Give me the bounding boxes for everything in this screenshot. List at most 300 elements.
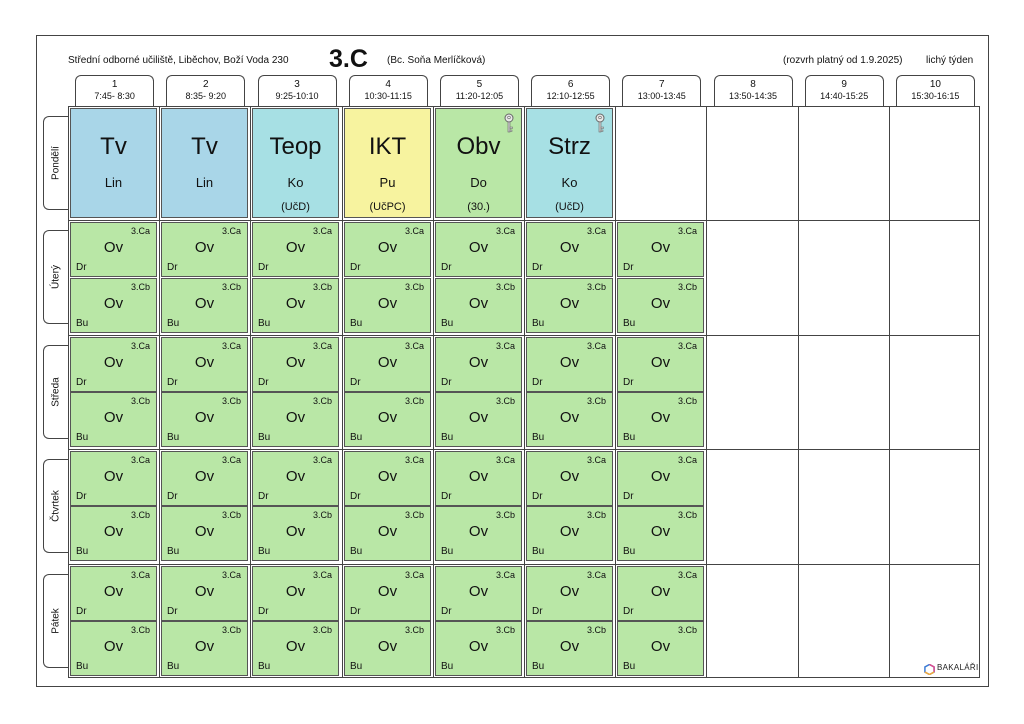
column-divider (889, 106, 890, 678)
lesson-teacher: Bu (76, 318, 89, 329)
lesson-teacher: Dr (623, 262, 634, 273)
period-time: 7:45- 8:30 (94, 91, 135, 101)
group-lesson-cell (435, 337, 522, 392)
lesson-teacher: Dr (623, 491, 634, 502)
lesson-subject: Ov (377, 468, 398, 485)
group-lesson-cell (617, 222, 704, 277)
lesson-group: 3.Cb (495, 510, 515, 520)
lesson-group: 3.Cb (221, 396, 241, 406)
lesson-group: 3.Ca (495, 455, 515, 465)
lesson-cell (526, 108, 613, 218)
lesson-group: 3.Cb (586, 282, 606, 292)
period-time: 13:00-13:45 (637, 91, 686, 101)
lesson-group: 3.Ca (404, 455, 424, 465)
period-tab (258, 75, 337, 106)
group-lesson-cell (252, 337, 339, 392)
lesson-subject: Ov (468, 239, 489, 256)
day-name: Pondělí (50, 146, 62, 180)
lesson-subject: Ov (194, 468, 215, 485)
lesson-group: 3.Cb (677, 282, 697, 292)
group-lesson-cell (252, 392, 339, 447)
group-lesson-cell (526, 278, 613, 333)
period-tab (714, 75, 793, 106)
lesson-group: 3.Cb (404, 625, 424, 635)
lesson-teacher: Bu (167, 318, 180, 329)
group-lesson-cell (526, 621, 613, 676)
lesson-group: 3.Cb (404, 282, 424, 292)
bakalari-logo (924, 662, 994, 676)
lesson-teacher: Ko (287, 175, 304, 190)
lesson-group: 3.Ca (677, 570, 697, 580)
class-teacher: (Bc. Soňa Merlíčková) (387, 55, 486, 66)
lesson-teacher: Pu (379, 175, 396, 190)
lesson-teacher: Dr (76, 606, 87, 617)
period-tab (75, 75, 154, 106)
row-divider (68, 335, 980, 336)
lesson-subject: Ov (285, 583, 306, 600)
lesson-subject: Ov (377, 409, 398, 426)
lesson-subject: Ov (377, 295, 398, 312)
lesson-subject: Ov (650, 638, 671, 655)
period-time: 10:30-11:15 (364, 91, 412, 101)
lesson-subject: Ov (194, 239, 215, 256)
lesson-teacher: Bu (350, 318, 363, 329)
lesson-group: 3.Ca (221, 226, 241, 236)
period-tab (531, 75, 610, 106)
period-number: 3 (294, 79, 300, 90)
lesson-group: 3.Cb (130, 282, 150, 292)
lesson-group: 3.Cb (404, 510, 424, 520)
group-lesson-cell (435, 222, 522, 277)
lesson-subject: Ov (377, 354, 398, 371)
group-lesson-cell (252, 222, 339, 277)
lesson-group: 3.Ca (586, 341, 606, 351)
column-divider (615, 106, 616, 678)
lesson-subject: Ov (650, 239, 671, 256)
key-icon (502, 113, 516, 133)
group-lesson-cell (161, 278, 248, 333)
lesson-subject: Ov (650, 583, 671, 600)
lesson-teacher: Dr (167, 606, 178, 617)
lesson-teacher: Bu (441, 661, 454, 672)
lesson-subject: Ov (194, 638, 215, 655)
lesson-group: 3.Cb (586, 396, 606, 406)
lesson-group: 3.Ca (221, 455, 241, 465)
lesson-group: 3.Ca (221, 570, 241, 580)
lesson-teacher: Lin (104, 175, 123, 190)
lesson-group: 3.Cb (312, 396, 332, 406)
lesson-teacher: Bu (167, 432, 180, 443)
lesson-group: 3.Ca (312, 226, 332, 236)
lesson-subject: Ov (103, 354, 124, 371)
group-lesson-cell (526, 392, 613, 447)
lesson-group: 3.Cb (677, 396, 697, 406)
column-divider (524, 106, 525, 678)
lesson-subject: Ov (194, 354, 215, 371)
column-divider (250, 106, 251, 678)
lesson-group: 3.Cb (586, 625, 606, 635)
day-label (43, 116, 68, 210)
lesson-group: 3.Ca (130, 341, 150, 351)
lesson-teacher: Bu (532, 661, 545, 672)
lesson-group: 3.Ca (221, 341, 241, 351)
lesson-group: 3.Cb (130, 625, 150, 635)
lesson-teacher: Bu (623, 661, 636, 672)
lesson-teacher: Dr (167, 491, 178, 502)
lesson-subject: Teop (269, 133, 322, 160)
lesson-teacher: Dr (258, 262, 269, 273)
lesson-teacher: Dr (532, 606, 543, 617)
lesson-group: 3.Ca (677, 455, 697, 465)
lesson-group: 3.Ca (130, 455, 150, 465)
lesson-subject: Ov (468, 468, 489, 485)
lesson-subject: Ov (377, 638, 398, 655)
lesson-teacher: Dr (532, 262, 543, 273)
group-lesson-cell (526, 506, 613, 561)
group-lesson-cell (252, 621, 339, 676)
valid-from: (rozvrh platný od 1.9.2025) (783, 55, 903, 66)
period-time: 12:10-12:55 (546, 91, 595, 101)
lesson-teacher: Bu (532, 432, 545, 443)
group-lesson-cell (344, 451, 431, 506)
lesson-room: (UčD) (555, 201, 584, 213)
period-tab (622, 75, 701, 106)
lesson-room: (UčPC) (369, 201, 406, 213)
lesson-group: 3.Ca (586, 570, 606, 580)
lesson-teacher: Bu (258, 546, 271, 557)
period-tab (349, 75, 428, 106)
lesson-group: 3.Cb (221, 510, 241, 520)
lesson-group: 3.Cb (495, 625, 515, 635)
lesson-teacher: Dr (350, 606, 361, 617)
period-time: 11:20-12:05 (455, 91, 504, 101)
day-name: Středa (50, 377, 62, 407)
lesson-subject: Ov (468, 583, 489, 600)
row-divider (68, 449, 980, 450)
lesson-subject: Ov (103, 468, 124, 485)
lesson-teacher: Dr (623, 377, 634, 388)
lesson-group: 3.Ca (312, 341, 332, 351)
group-lesson-cell (344, 222, 431, 277)
group-lesson-cell (252, 506, 339, 561)
group-lesson-cell (526, 337, 613, 392)
period-number: 8 (750, 79, 756, 90)
lesson-subject: Ov (285, 295, 306, 312)
lesson-teacher: Ko (561, 175, 578, 190)
lesson-subject: Ov (194, 295, 215, 312)
lesson-teacher: Bu (623, 432, 636, 443)
lesson-teacher: Dr (441, 491, 452, 502)
week-parity: lichý týden (926, 55, 974, 66)
group-lesson-cell (617, 506, 704, 561)
lesson-teacher: Bu (441, 318, 454, 329)
column-divider (433, 106, 434, 678)
group-lesson-cell (435, 278, 522, 333)
group-lesson-cell (252, 278, 339, 333)
day-label (43, 230, 68, 324)
lesson-subject: Obv (456, 133, 501, 160)
group-lesson-cell (70, 506, 157, 561)
group-lesson-cell (344, 621, 431, 676)
lesson-group: 3.Ca (404, 226, 424, 236)
lesson-subject: Ov (559, 239, 580, 256)
lesson-subject: Ov (468, 638, 489, 655)
lesson-subject: Strz (548, 133, 591, 160)
lesson-room: (30.) (467, 201, 490, 213)
lesson-teacher: Dr (532, 377, 543, 388)
school-name: Střední odborné učiliště, Liběchov, Boží Voda 230 (68, 55, 289, 66)
lesson-subject: Ov (650, 409, 671, 426)
group-lesson-cell (161, 222, 248, 277)
lesson-cell (70, 108, 157, 218)
day-label (43, 574, 68, 668)
lesson-teacher: Dr (441, 262, 452, 273)
lesson-teacher: Dr (441, 377, 452, 388)
lesson-group: 3.Cb (495, 396, 515, 406)
period-number: 4 (385, 79, 391, 90)
group-lesson-cell (161, 337, 248, 392)
lesson-subject: Ov (194, 409, 215, 426)
day-label (43, 459, 68, 553)
lesson-group: 3.Ca (495, 226, 515, 236)
lesson-teacher: Bu (167, 546, 180, 557)
period-number: 7 (659, 79, 665, 90)
lesson-group: 3.Cb (312, 282, 332, 292)
period-time: 14:40-15:25 (820, 91, 869, 101)
row-divider (68, 564, 980, 565)
lesson-group: 3.Cb (312, 625, 332, 635)
day-name: Čtvrtek (50, 490, 62, 522)
group-lesson-cell (252, 566, 339, 621)
group-lesson-cell (617, 392, 704, 447)
group-lesson-cell (526, 451, 613, 506)
lesson-subject: Ov (194, 523, 215, 540)
lesson-subject: Ov (285, 523, 306, 540)
lesson-teacher: Bu (532, 318, 545, 329)
group-lesson-cell (161, 392, 248, 447)
period-tab (805, 75, 884, 106)
lesson-teacher: Dr (350, 262, 361, 273)
lesson-group: 3.Cb (586, 510, 606, 520)
lesson-group: 3.Cb (130, 510, 150, 520)
lesson-teacher: Bu (167, 661, 180, 672)
period-number: 9 (841, 79, 847, 90)
lesson-subject: Ov (194, 583, 215, 600)
column-divider (342, 106, 343, 678)
period-tab (440, 75, 519, 106)
lesson-teacher: Dr (76, 262, 87, 273)
lesson-subject: Ov (103, 638, 124, 655)
lesson-subject: Ov (468, 409, 489, 426)
period-number: 6 (567, 79, 574, 90)
lesson-group: 3.Ca (312, 455, 332, 465)
lesson-group: 3.Ca (312, 570, 332, 580)
lesson-teacher: Dr (441, 606, 452, 617)
lesson-subject: Ov (103, 523, 124, 540)
group-lesson-cell (435, 566, 522, 621)
lesson-subject: Ov (650, 468, 671, 485)
period-number: 2 (203, 79, 209, 90)
period-time: 15:30-16:15 (911, 91, 960, 101)
period-tab (896, 75, 975, 106)
lesson-subject: Ov (559, 523, 580, 540)
bakalari-logo-text: BAKALÁŘI (937, 663, 979, 672)
column-divider (159, 106, 160, 678)
lesson-teacher: Dr (350, 491, 361, 502)
group-lesson-cell (70, 566, 157, 621)
lesson-group: 3.Ca (404, 341, 424, 351)
group-lesson-cell (435, 451, 522, 506)
lesson-subject: Ov (285, 409, 306, 426)
group-lesson-cell (435, 621, 522, 676)
period-time: 9:25-10:10 (275, 91, 319, 101)
group-lesson-cell (435, 392, 522, 447)
lesson-cell (344, 108, 431, 218)
lesson-teacher: Bu (350, 432, 363, 443)
lesson-group: 3.Ca (677, 341, 697, 351)
lesson-group: 3.Ca (404, 570, 424, 580)
group-lesson-cell (344, 278, 431, 333)
group-lesson-cell (617, 278, 704, 333)
lesson-teacher: Bu (532, 546, 545, 557)
lesson-teacher: Dr (258, 491, 269, 502)
lesson-teacher: Dr (167, 377, 178, 388)
lesson-subject: Ov (559, 583, 580, 600)
lesson-subject: Tv (191, 133, 218, 160)
lesson-subject: Ov (377, 583, 398, 600)
group-lesson-cell (161, 451, 248, 506)
lesson-cell (252, 108, 339, 218)
lesson-teacher: Bu (350, 661, 363, 672)
lesson-subject: Ov (377, 239, 398, 256)
lesson-group: 3.Cb (221, 625, 241, 635)
lesson-subject: Ov (285, 468, 306, 485)
group-lesson-cell (344, 337, 431, 392)
column-divider (798, 106, 799, 678)
lesson-subject: Ov (468, 523, 489, 540)
lesson-teacher: Dr (258, 377, 269, 388)
lesson-subject: Ov (103, 409, 124, 426)
lesson-subject: Ov (468, 354, 489, 371)
group-lesson-cell (617, 451, 704, 506)
day-name: Úterý (50, 265, 62, 289)
lesson-group: 3.Ca (586, 455, 606, 465)
lesson-teacher: Dr (76, 491, 87, 502)
group-lesson-cell (344, 566, 431, 621)
group-lesson-cell (161, 506, 248, 561)
bakalari-logo-icon (924, 664, 935, 675)
lesson-group: 3.Cb (221, 282, 241, 292)
period-number: 5 (476, 79, 483, 90)
lesson-group: 3.Cb (130, 396, 150, 406)
lesson-subject: Tv (100, 133, 127, 160)
lesson-subject: Ov (559, 638, 580, 655)
lesson-teacher: Bu (76, 546, 89, 557)
day-label (43, 345, 68, 439)
group-lesson-cell (617, 337, 704, 392)
lesson-teacher: Do (470, 175, 487, 190)
lesson-teacher: Dr (258, 606, 269, 617)
lesson-subject: Ov (285, 239, 306, 256)
lesson-group: 3.Cb (677, 625, 697, 635)
lesson-subject: Ov (468, 295, 489, 312)
lesson-subject: Ov (650, 295, 671, 312)
group-lesson-cell (526, 566, 613, 621)
group-lesson-cell (70, 278, 157, 333)
lesson-group: 3.Cb (312, 510, 332, 520)
lesson-subject: Ov (103, 583, 124, 600)
lesson-subject: Ov (650, 354, 671, 371)
lesson-teacher: Bu (441, 432, 454, 443)
period-number: 1 (111, 79, 118, 90)
period-tab (166, 75, 245, 106)
lesson-subject: Ov (559, 354, 580, 371)
lesson-teacher: Dr (623, 606, 634, 617)
class-name: 3.C (329, 45, 368, 73)
group-lesson-cell (70, 337, 157, 392)
lesson-teacher: Dr (350, 377, 361, 388)
lesson-teacher: Lin (195, 175, 214, 190)
lesson-teacher: Bu (258, 432, 271, 443)
group-lesson-cell (526, 222, 613, 277)
group-lesson-cell (70, 451, 157, 506)
group-lesson-cell (70, 222, 157, 277)
lesson-group: 3.Ca (677, 226, 697, 236)
group-lesson-cell (70, 392, 157, 447)
lesson-group: 3.Ca (130, 570, 150, 580)
group-lesson-cell (161, 621, 248, 676)
lesson-teacher: Bu (623, 318, 636, 329)
lesson-subject: Ov (559, 295, 580, 312)
lesson-room: (UčD) (281, 201, 310, 213)
lesson-teacher: Bu (258, 318, 271, 329)
group-lesson-cell (344, 506, 431, 561)
lesson-group: 3.Ca (495, 341, 515, 351)
lesson-subject: Ov (559, 409, 580, 426)
lesson-teacher: Bu (76, 432, 89, 443)
lesson-group: 3.Ca (586, 226, 606, 236)
lesson-teacher: Bu (441, 546, 454, 557)
period-number: 10 (929, 79, 941, 90)
lesson-subject: Ov (559, 468, 580, 485)
lesson-subject: Ov (377, 523, 398, 540)
lesson-teacher: Dr (167, 262, 178, 273)
group-lesson-cell (70, 621, 157, 676)
lesson-cell (161, 108, 248, 218)
lesson-teacher: Bu (623, 546, 636, 557)
lesson-subject: IKT (368, 133, 407, 160)
lesson-subject: Ov (285, 354, 306, 371)
lesson-teacher: Bu (350, 546, 363, 557)
lesson-teacher: Bu (258, 661, 271, 672)
period-time: 13:50-14:35 (728, 91, 778, 101)
lesson-cell (435, 108, 522, 218)
group-lesson-cell (617, 621, 704, 676)
lesson-group: 3.Cb (677, 510, 697, 520)
key-icon (593, 113, 607, 133)
group-lesson-cell (161, 566, 248, 621)
group-lesson-cell (617, 566, 704, 621)
lesson-group: 3.Ca (130, 226, 150, 236)
group-lesson-cell (435, 506, 522, 561)
lesson-group: 3.Cb (404, 396, 424, 406)
lesson-group: 3.Cb (495, 282, 515, 292)
column-divider (706, 106, 707, 678)
lesson-subject: Ov (103, 239, 124, 256)
period-time: 8:35- 9:20 (185, 91, 227, 101)
lesson-teacher: Bu (76, 661, 89, 672)
lesson-teacher: Dr (76, 377, 87, 388)
